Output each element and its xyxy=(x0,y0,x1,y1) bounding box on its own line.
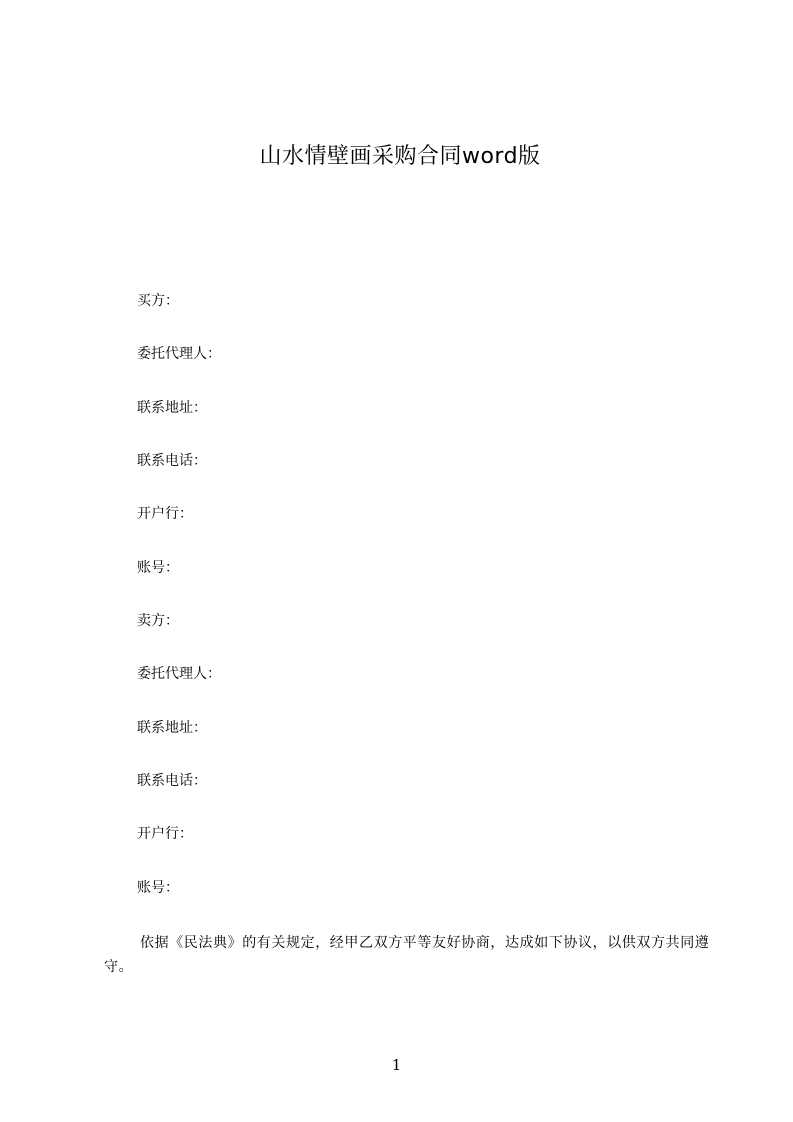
seller-address-label: 联系地址： xyxy=(137,720,207,736)
intro-paragraph: 依据《民法典》的有关规定，经甲乙双方平等友好协商，达成如下协议，以供双方共同遵守。 xyxy=(104,935,710,975)
buyer-account-label: 账号： xyxy=(137,560,179,576)
seller-agent-label: 委托代理人： xyxy=(137,666,221,682)
buyer-party-label: 买方： xyxy=(137,293,179,309)
buyer-agent-label: 委托代理人： xyxy=(137,346,221,362)
buyer-address-label: 联系地址： xyxy=(137,400,207,416)
page-number: 1 xyxy=(391,1056,402,1074)
seller-account-label: 账号： xyxy=(137,880,179,896)
seller-bank-label: 开户行： xyxy=(137,826,193,842)
seller-party-label: 卖方： xyxy=(137,613,179,629)
buyer-bank-label: 开户行： xyxy=(137,506,193,522)
document-title: 山水情壁画采购合同word版 xyxy=(259,144,541,169)
seller-phone-label: 联系电话： xyxy=(137,773,207,789)
buyer-phone-label: 联系电话： xyxy=(137,453,207,469)
